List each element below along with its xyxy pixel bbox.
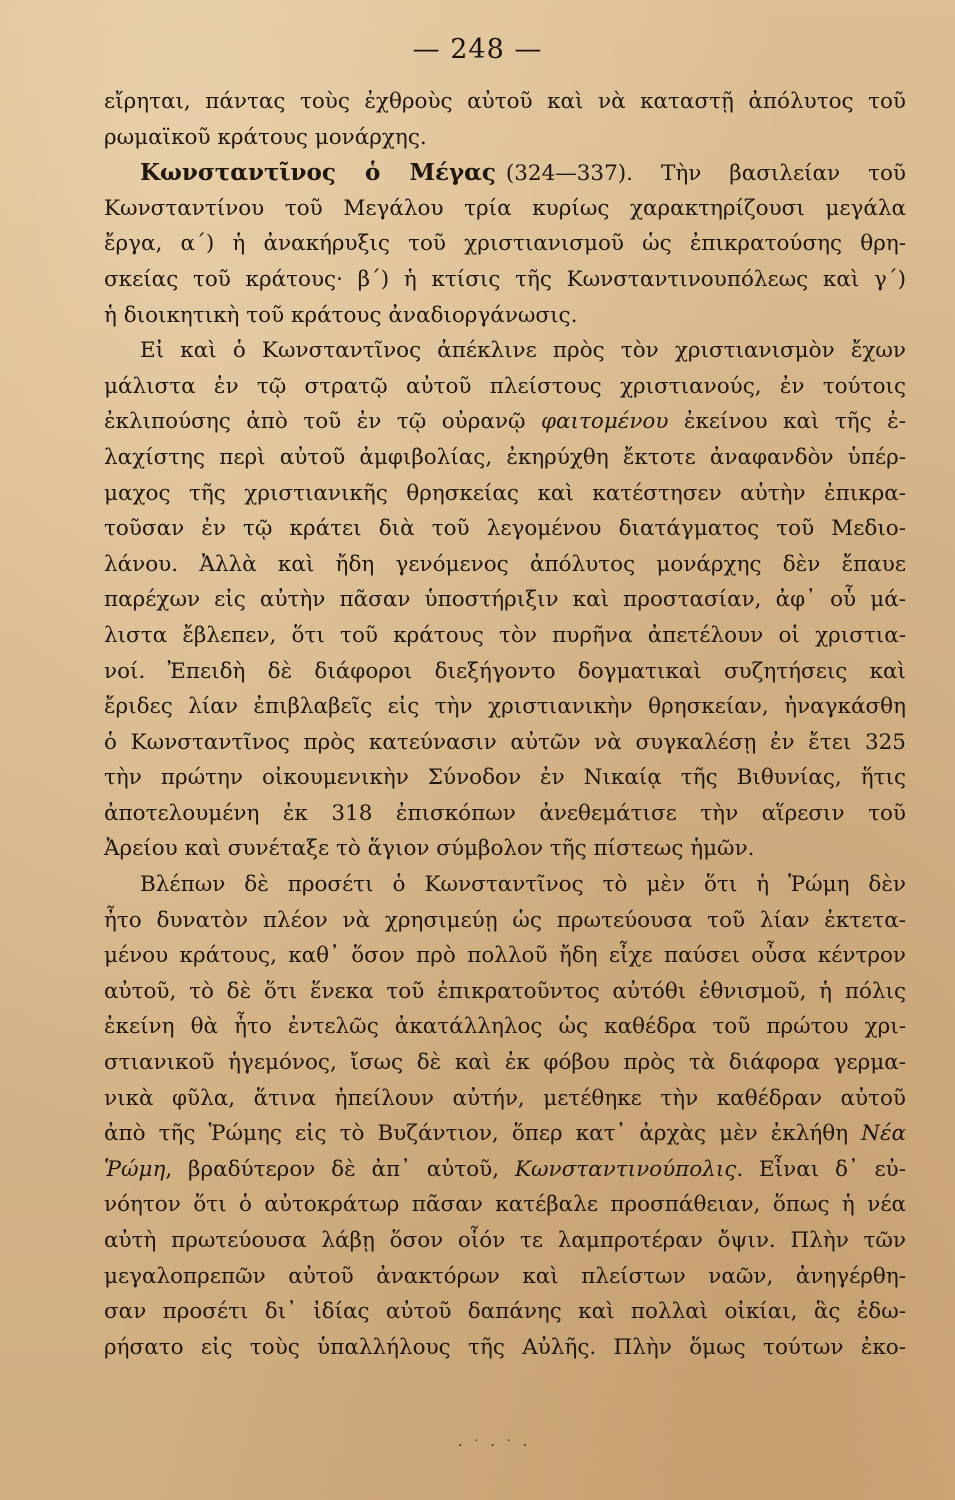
text-line: μάλιστα ἐν τῷ στρατῷ αὐτοῦ πλείστους χριστιανούς, ἐν τούτοις (104, 373, 906, 399)
text-line: νοί. Ἐπειδὴ δὲ διάφοροι διεξήγοντο δογματικαὶ συζητήσεις καὶ (104, 658, 906, 684)
text-line: εἴρηται, πάντας τοὺς ἐχθροὺς αὐτοῦ καὶ νὰ καταστῇ ἀπόλυτος τοῦ (104, 89, 906, 114)
printer-mark: · ˙ · ˙ · (458, 1438, 531, 1454)
text-segment: ἐκείνου καὶ τῆς ἐ- (668, 409, 906, 435)
italic-word: Κωνσταντινούπολις (514, 1156, 737, 1182)
text-segment: . Εἶναι δ᾿ εὐ- (736, 1156, 906, 1182)
text-segment: ἀπὸ τῆς Ῥώμης εἰς τὸ Βυζάντιον, ὅπερ κατ᾿ ἀρχὰς μὲν ἐκλήθη (104, 1121, 862, 1147)
text-line: Εἰ καὶ ὁ Κωνσταντῖνος ἀπέκλινε πρὸς τὸν χριστιανισμὸν ἔχων (140, 338, 906, 364)
text-line: παρέχων εἰς αὐτὴν πᾶσαν ὑποστήριξιν καὶ προστασίαν, ἀφ᾿ οὗ μά- (104, 587, 906, 613)
text-line: στιανικοῦ ἡγεμόνος, ἴσως δὲ καὶ ἐκ φόβου πρὸς τὰ διάφορα γερμα- (104, 1050, 906, 1076)
text-line: αὐτοῦ, τὸ δὲ ὅτι ἕνεκα τοῦ ἐπικρατοῦντος αὐτόθι ἐθνισμοῦ, ἡ πόλις (104, 978, 906, 1004)
text-line: Βλέπων δὲ προσέτι ὁ Κωνσταντῖνος τὸ μὲν ὅτι ἡ Ῥώμη δὲν (140, 872, 906, 898)
text-block (104, 84, 906, 1365)
text-line: λαχίστης περὶ αὐτοῦ ἀμφιβολίας, ἐκηρύχθη ἔκτοτε ἀναφανδὸν ὑπέρ- (104, 444, 906, 470)
text-line: νόητον ὅτι ὁ αὐτοκράτωρ πᾶσαν κατέβαλε προσπάθειαν, ὅπως ἡ νέα (104, 1192, 906, 1218)
text-line: λάνου. Ἀλλὰ καὶ ἤδη γενόμενος ἀπόλυτος μονάρχης δὲν ἔπαυε (104, 551, 906, 577)
text-line: τοῦσαν ἐν τῷ κράτει διὰ τοῦ λεγομένου διατάγματος τοῦ Μεδιο- (104, 516, 906, 542)
text-line: ἔργα, α΄) ἡ ἀνακήρυξις τοῦ χριστιανισμοῦ ὡς ἐπικρατούσης θρη- (104, 231, 906, 257)
text-line: ἐκείνη θὰ ἦτο ἐντελῶς ἀκατάλληλος ὡς καθέδρα τοῦ πρώτου χρι- (104, 1014, 906, 1040)
text-line: μένου κράτους, καθ᾿ ὅσον πρὸ πολλοῦ ἤδη εἶχε παύσει οὖσα κέντρον (104, 943, 906, 969)
text-line: Κωνσταντίνου τοῦ Μεγάλου τρία κυρίως χαρακτηρίζουσι μεγάλα (104, 195, 906, 221)
text-line: ὁ Κωνσταντῖνος πρὸς κατεύνασιν αὐτῶν νὰ συγκαλέσῃ ἐν ἔτει 325 (104, 729, 906, 755)
text-segment: , βραδύτερον δὲ ἀπ᾿ αὐτοῦ, (165, 1156, 515, 1182)
text-line: ἔριδες λίαν ἐπιβλαβεῖς εἰς τὴν χριστιανικὴν θρησκείαν, ἠναγκάσθη (104, 694, 906, 720)
text-line: τὴν πρώτην οἰκουμενικὴν Σύνοδον ἐν Νικαίᾳ τῆς Βιθυνίας, ἥτις (104, 765, 906, 791)
text-line: μαχος τῆς χριστιανικῆς θρησκείας καὶ κατέστησεν αὐτὴν ἐπικρα- (104, 480, 906, 506)
text-line (104, 404, 906, 440)
text-line: αὐτὴ πρωτεύουσα λάβῃ ὅσον οἷόν τε λαμπροτέραν ὄψιν. Πλὴν τῶν (104, 1228, 906, 1253)
text-line: μεγαλοπρεπῶν αὐτοῦ ἀνακτόρων καὶ πλείστων ναῶν, ἀνηγέρθη- (104, 1263, 906, 1289)
page-number: — 248 — (412, 34, 543, 65)
section-heading: Κωνσταντῖνος ὁ Μέγας (140, 159, 496, 187)
section-heading-rest: (324—337). Τὴν βασιλείαν τοῦ (505, 161, 906, 187)
text-line (104, 1116, 906, 1152)
text-line: ρήσατο εἰς τοὺς ὑπαλλήλους τῆς Αὐλῆς. Πλὴν ὅμως τούτων ἐκο- (104, 1334, 906, 1360)
text-line: ἡ διοικητικὴ τοῦ κράτους ἀναδιοργάνωσις. (104, 302, 578, 328)
text-line: λιστα ἔβλεπεν, ὅτι τοῦ κράτους τὸν πυρῆνα ἀπετέλουν οἱ χριστια- (104, 622, 906, 648)
text-line: σαν προσέτι δι᾿ ἰδίας αὐτοῦ δαπάνης καὶ πολλαὶ οἰκίαι, ἃς ἐδω- (104, 1299, 906, 1325)
italic-word: Ῥώμη (104, 1156, 166, 1182)
text-line: ἀποτελουμένη ἐκ 318 ἐπισκόπων ἀνεθεμάτισε τὴν αἵρεσιν τοῦ (104, 800, 906, 826)
text-line (104, 1152, 906, 1188)
text-line: νικὰ φῦλα, ἅτινα ἠπείλουν αὐτήν, μετέθηκε τὴν καθέδραν αὐτοῦ (104, 1085, 906, 1111)
text-line: ρωμαϊκοῦ κράτους μονάρχης. (104, 124, 427, 150)
text-segment: ἐκλιπούσης ἀπὸ τοῦ ἐν τῷ οὐρανῷ (104, 409, 541, 435)
italic-word: φαιτομένου (540, 409, 669, 435)
text-line: ἦτο δυνατὸν πλέον νὰ χρησιμεύῃ ὡς πρωτεύουσα τοῦ λίαν ἐκτετα- (104, 907, 906, 933)
section-line (104, 155, 906, 191)
italic-word: Νέα (861, 1121, 906, 1147)
text-line: Ἀρείου καὶ συνέταξε τὸ ἅγιον σύμβολον τῆς πίστεως ἡμῶν. (104, 836, 755, 862)
text-line: σκείας τοῦ κράτους· β΄) ἡ κτίσις τῆς Κωνσταντινουπόλεως καὶ γ΄) (104, 266, 906, 292)
